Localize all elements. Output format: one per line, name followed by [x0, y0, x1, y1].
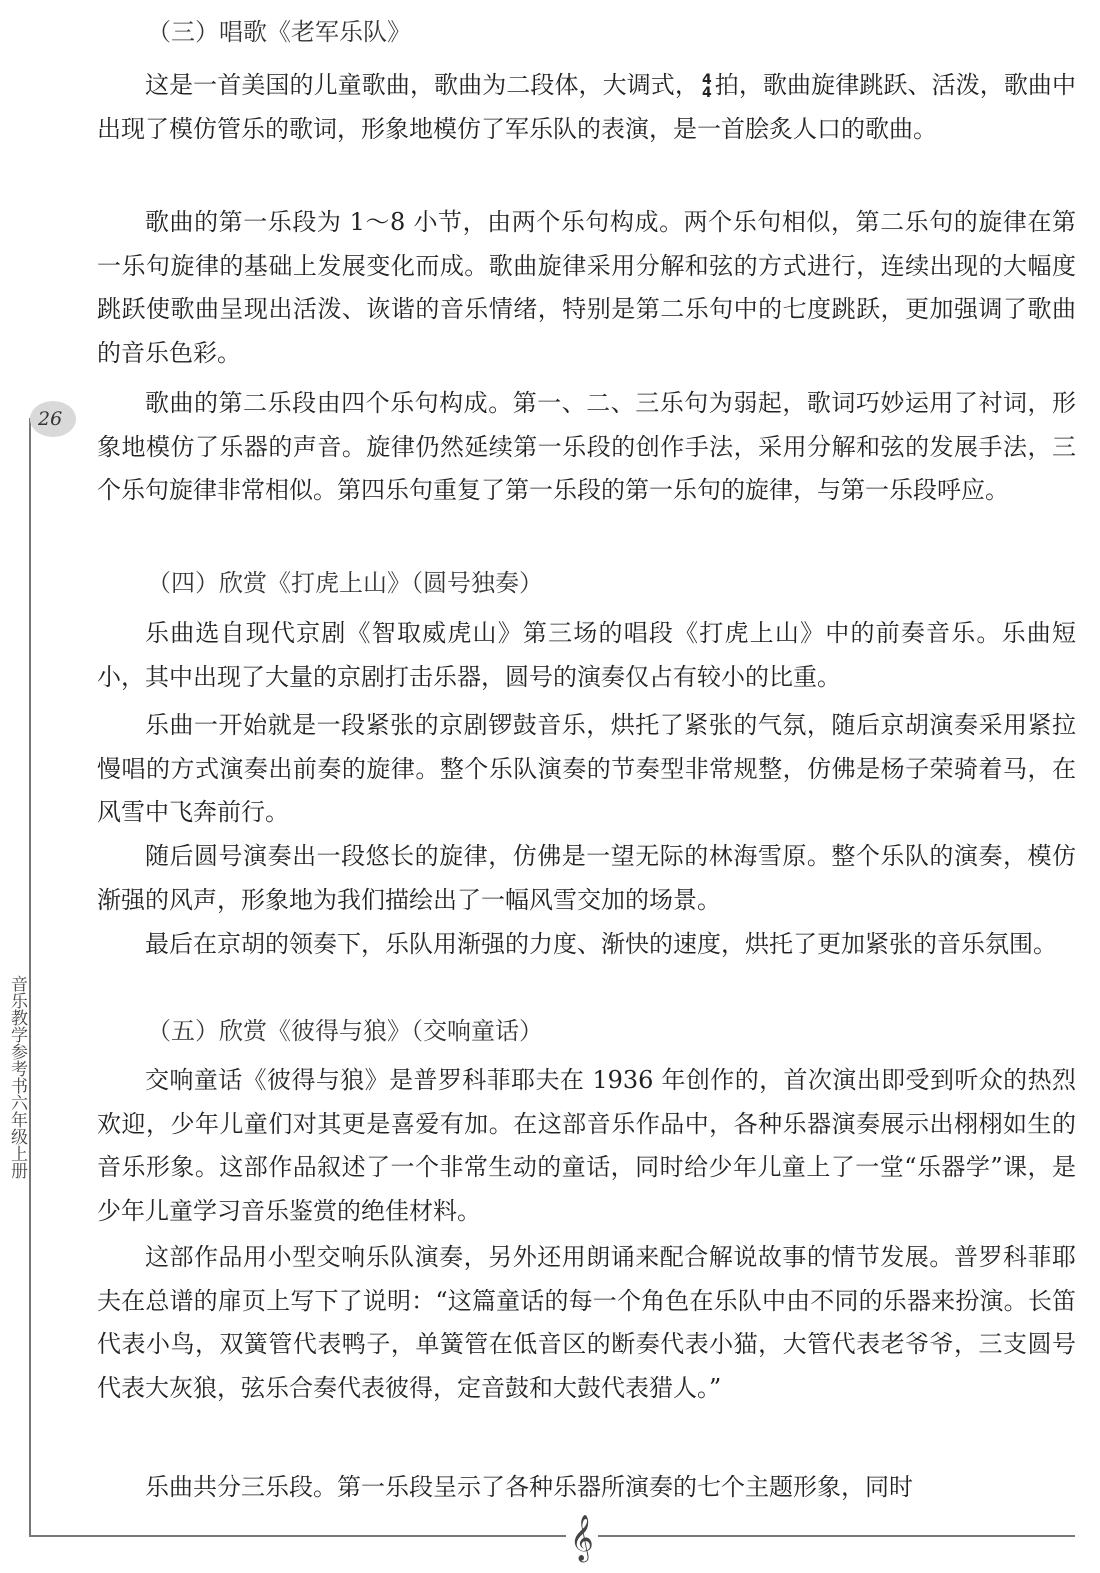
- paragraph-text: 交响童话《彼得与狼》是普罗科菲耶夫在 1936 年创作的，首次演出即受到听众的热烈欢迎，少年儿童们对其更是喜爱有加。在这部音乐作品中，各种乐器演奏展示出栩栩如生的音乐形象。这部作品叙述了一个非常生动的童话，同时给少年儿童上了一堂“乐器学”课，是少年儿童学习音乐鉴赏的绝佳材料。: [97, 1066, 1076, 1225]
- page-number: 26: [38, 408, 63, 430]
- paragraph: [97, 1059, 1076, 1233]
- paragraph-text: 这是一首美国的儿童歌曲，歌曲为二段体，大调式，: [145, 71, 699, 99]
- paragraph-text: 随后圆号演奏出一段悠长的旋律，仿佛是一望无际的林海雪原。整个乐队的演奏，模仿渐强的风声，形象地为我们描绘出了一幅风雪交加的场景。: [97, 842, 1076, 914]
- paragraph: [97, 1466, 1076, 1510]
- time-signature-bottom: 4: [701, 84, 712, 101]
- paragraph-text: 乐曲一开始就是一段紧张的京剧锣鼓音乐，烘托了紧张的气氛，随后京胡演奏采用紧拉慢唱的方式演奏出前奏的旋律。整个乐队演奏的节奏型非常规整，仿佛是杨子荣骑着马，在风雪中飞奔前行。: [97, 711, 1076, 826]
- paragraph-text: 乐曲选自现代京剧《智取威虎山》第三场的唱段《打虎上山》中的前奏音乐。乐曲短小，其中出现了大量的京剧打击乐器，圆号的演奏仅占有较小的比重。: [97, 619, 1076, 691]
- paragraph: [97, 923, 1076, 967]
- paragraph: [97, 835, 1076, 922]
- paragraph-text: 歌曲的第二乐段由四个乐句构成。第一、二、三乐句为弱起，歌词巧妙运用了衬词，形象地模仿了乐器的声音。旋律仍然延续第一乐段的创作手法，采用分解和弦的发展手法，三个乐句旋律非常相似。第四乐句重复了第一乐段的第一乐句的旋律，与第一乐段呼应。: [97, 389, 1076, 504]
- time-signature-top: 4: [701, 71, 712, 88]
- paragraph-text: 歌曲的第一乐段为 1～8 小节，由两个乐句构成。两个乐句相似，第二乐句的旋律在第一乐句旋律的基础上发展变化而成。歌曲旋律采用分解和弦的方式进行，连续出现的大幅度跳跃使歌曲呈现出活泼、诙谐的音乐情绪，特别是第二乐句中的七度跳跃，更加强调了歌曲的音乐色彩。: [97, 208, 1076, 367]
- paragraph: [97, 704, 1076, 835]
- paragraph: [97, 612, 1076, 699]
- paragraph: [97, 201, 1076, 375]
- paragraph-text: 最后在京胡的领奏下，乐队用渐强的力度、渐快的速度，烘托了更加紧张的音乐氛围。: [145, 930, 1057, 958]
- page-frame-line: [29, 418, 31, 1536]
- side-book-title: 音乐教学参考书六年级上册: [7, 975, 27, 1179]
- paragraph: [97, 382, 1076, 513]
- section-heading-appreciation-tiger: （四）欣赏《打虎上山》（圆号独奏）: [147, 569, 543, 597]
- section-heading-song: （三）唱歌《老军乐队》: [147, 18, 411, 46]
- treble-clef-icon: 𝄞: [566, 1518, 598, 1558]
- paragraph: [97, 64, 1076, 151]
- section-heading-peter-and-wolf: （五）欣赏《彼得与狼》（交响童话）: [147, 1017, 543, 1045]
- paragraph-text: 这部作品用小型交响乐队演奏，另外还用朗诵来配合解说故事的情节发展。普罗科菲耶夫在总谱的扉页上写下了说明：“这篇童话的每一个角色在乐队中由不同的乐器来扮演。长笛代表小鸟，双簧管代表鸭子，单簧管在低音区的断奏代表小猫，大管代表老爷爷，三支圆号代表大灰狼，弦乐合奏代表彼得，定音鼓和大鼓代表猎人。”: [97, 1243, 1076, 1402]
- time-signature: [701, 71, 712, 101]
- paragraph-text: 乐曲共分三乐段。第一乐段呈示了各种乐器所演奏的七个主题形象，同时: [145, 1473, 913, 1501]
- paragraph-text: 拍，歌曲旋律跳跃、活泼，歌曲中出现了模仿管乐的歌词，形象地模仿了军乐队的表演，是一首脍炙人口的歌曲。: [97, 71, 1077, 143]
- paragraph: [97, 1236, 1076, 1410]
- page-frame-bottom-line: [29, 1535, 1075, 1537]
